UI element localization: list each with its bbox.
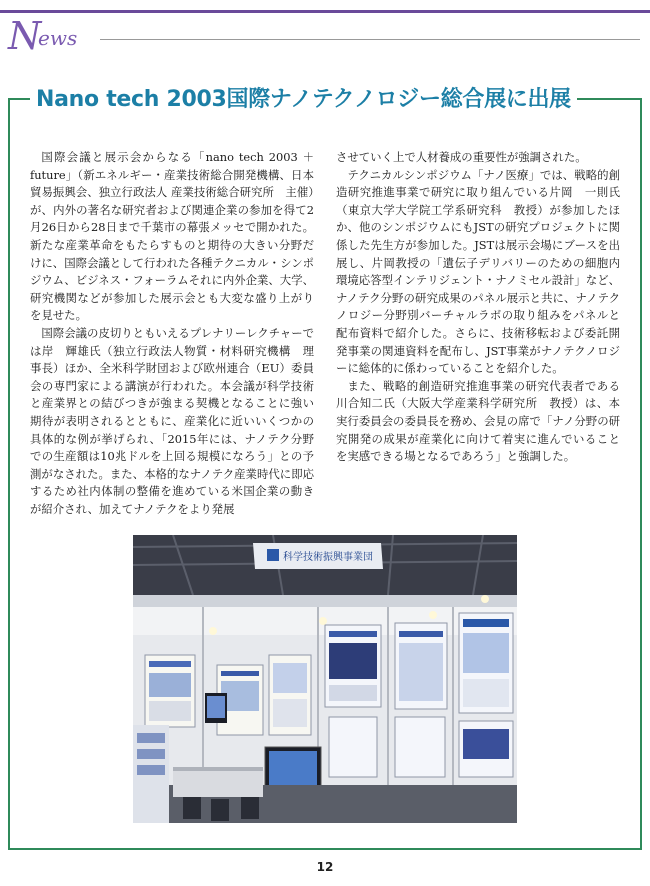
exhibition-booth-photo	[133, 535, 517, 823]
paragraph: 国際会議の皮切りともいえるプレナリーレクチャーでは岸 輝雄氏（独立行政法人物質・材料研究機構 理事長）ほか、全米科学財団および欧州連合（EU）委員会の専門家による講演が行われた。本会議が科学技術と産業界との結びつきが強まる契機となることに強い期待が表明されるとともに、産業化に近いいくつかの具体的な例が挙げられ、「2015年には、ナノテク分野での生産額は10兆ドルを上回る規模になろう」との予測がなされた。また、本格的なナノテク産業時代に即応するため社内体制の整備を進めている米国企業の動きが紹介され、加えてナノテクをより発展	[30, 325, 314, 516]
article-title: Nano tech 2003国際ナノテクノロジー総合展に出展	[30, 82, 577, 113]
header-top-rule	[0, 10, 650, 13]
paragraph: テクニカルシンポジウム「ナノ医療」では、戦略的創造研究推進事業で研究に取り組んでいる片岡 一則氏（東京大学大学院工学系研究科 教授）が参加したほか、他のシンポジウムにもJSTの研究プロジェクトに関係した先生方が参加した。JSTは展示会場にブースを出展し、片岡教授の「遺伝子デリバリーのための細胞内環境応答型インテリジェント・ナノミセル設計」など、ナノテク分野の研究成果のパネル展示と共に、ナノテクノロジー分野別バーチャルラボの取り組みをパネルと配布資料で紹介した。さらに、技術移転および委託開発事業の関連資料を配布し、JST事業がナノテクノロジーに総体的に係わっていることを紹介した。	[336, 167, 620, 376]
paragraph: させていく上で人材養成の重要性が強調された。	[336, 150, 587, 164]
news-logo-text: ews	[38, 26, 78, 50]
booth-sign-text: 科学技術振興事業団	[283, 552, 373, 563]
article-column-right	[336, 149, 620, 466]
booth-illustration	[133, 535, 517, 823]
paragraph: 国際会議と展示会からなる「nano tech 2003 ＋future」（新エネルギー・産業技術総合開発機構、日本貿易振興会、独立行政法人 産業技術総合研究所 主催）が、内外の著名な研究者および関連企業の参加を得て2月26日から28日まで千葉市の幕張メッセで開かれた。新たな産業革命をもたらすものと期待の大きい分野だけに、国際会議として行われた各種テクニカル・シンポジウム、ビジネス・フォーラムそれに内外企業、大学、研究機関などが参加した展示会とも大変な盛り上がりを見せた。	[30, 150, 314, 323]
page-number: 12	[316, 860, 334, 874]
header-rule	[100, 39, 640, 40]
news-logo-initial: N	[8, 14, 41, 58]
paragraph: また、戦略的創造研究推進事業の研究代表者である川合知二氏（大阪大学産業科学研究所 教授）は、本実行委員会の委員長を務め、会見の席で「ナノ分野の研究開発の成果が産業化に向けて着実に進んでいることを実感できる場となるであろう」と強調した。	[336, 378, 620, 464]
article-column-left	[30, 149, 314, 518]
